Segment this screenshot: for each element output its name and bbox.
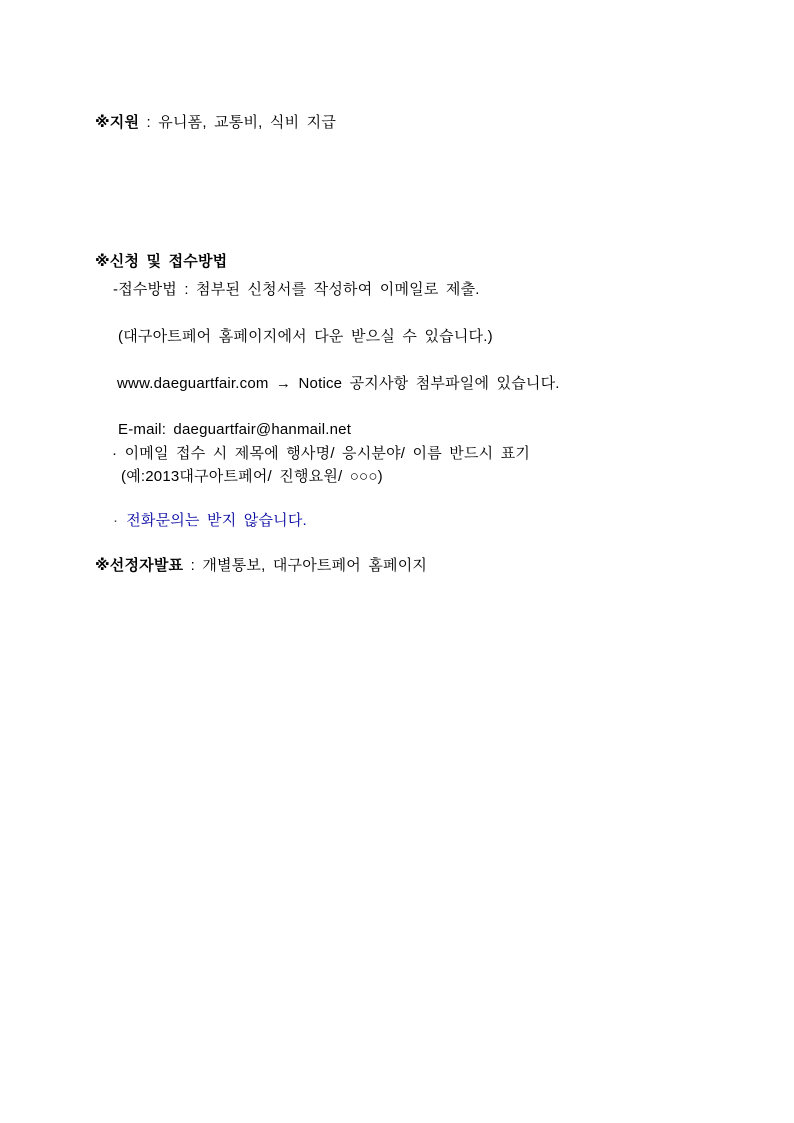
announcement-line [95,556,427,575]
announcement-body: : 개별통보, 대구아트페어 홈페이지 [183,557,428,574]
support-header: ※지원 [95,114,140,131]
phone-note-line [113,511,307,530]
email-subject-example-line: (예:2013대구아트페어/ 진행요원/ ○○○) [121,468,383,485]
support-body: : 유니폼, 교통비, 식비 지급 [139,114,337,131]
announcement-header: ※선정자발표 [95,557,184,574]
application-section-header: ※신청 및 접수방법 [95,253,228,270]
phone-note-text: 전화문의는 받지 않습니다. [126,512,307,529]
download-note-line: (대구아트페어 홈페이지에서 다운 받으실 수 있습니다.) [118,328,493,345]
phone-note-bullet: · [113,512,119,529]
application-method-line: -접수방법 : 첨부된 신청서를 작성하여 이메일로 제출. [113,281,480,298]
email-subject-note-line: · 이메일 접수 시 제목에 행사명/ 응시분야/ 이름 반드시 표기 [112,445,531,462]
support-line [95,113,336,132]
email-line: E-mail: daeguartfair@hanmail.net [118,421,352,438]
website-path-line: www.daeguartfair.com → Notice 공지사항 첨부파일에 있습니다. [117,375,560,392]
